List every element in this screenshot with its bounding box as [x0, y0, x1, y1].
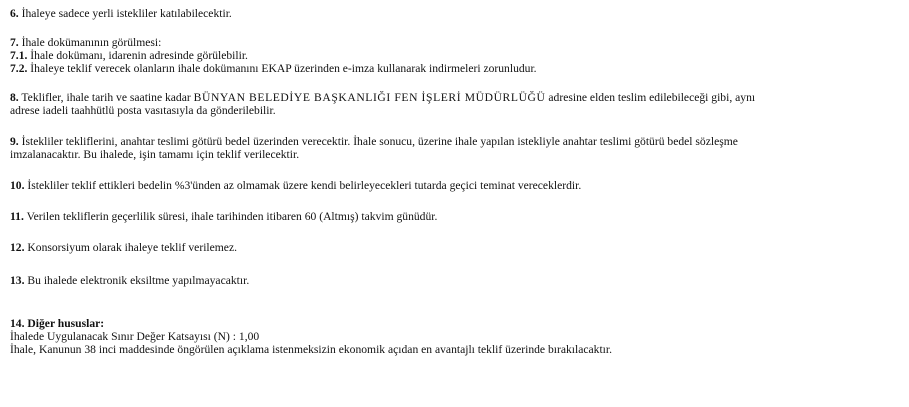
document-page	[10, 7, 902, 356]
clause-11-text: Verilen tekliflerin geçerlilik süresi, ihale tarihinden itibaren 60 (Altmış) takvim günüdür.	[26, 210, 438, 223]
clause-14	[10, 317, 902, 356]
clause-8-text-pre: Teklifler, ihale tarih ve saatine kadar	[21, 91, 194, 104]
clause-12	[10, 241, 902, 254]
clause-14-number: 14.	[10, 317, 25, 330]
clause-10	[10, 179, 902, 192]
clause-9-line-2: imzalanacaktır. Bu ihalede, işin tamamı için teklif verilecektir.	[10, 148, 300, 161]
clause-7-2-number: 7.2.	[10, 62, 28, 75]
clause-13	[10, 274, 902, 287]
clause-7-1-number: 7.1.	[10, 49, 28, 62]
clause-6	[10, 7, 902, 20]
clause-14-line-1: İhalede Uygulanacak Sınır Değer Katsayısı (N) : 1,00	[10, 330, 260, 343]
clause-6-number: 6.	[10, 7, 19, 20]
clause-8-text-post: adresine elden teslim edilebileceği gibi, aynı	[545, 91, 756, 104]
clause-7-number: 7.	[10, 36, 19, 49]
clause-9-line-1: İstekliler tekliflerini, anahtar teslimi götürü bedel üzerinden verecektir. İhale sonucu, üzerine ihale yapılan istekliyle anahtar teslimi götürü bedel sözleşme	[21, 135, 738, 148]
clause-10-text: İstekliler teklif ettikleri bedelin %3'ünden az olmamak üzere kendi belirleyecekleri tutarda geçici teminat vereceklerdir.	[27, 179, 582, 192]
clause-8-line-2: adrese iadeli taahhütlü posta vasıtasıyla da gönderilebilir.	[10, 104, 276, 117]
clause-9	[10, 135, 902, 161]
clause-11-number: 11.	[10, 210, 24, 223]
clause-7-2-text: İhaleye teklif verecek olanların ihale dokümanını EKAP üzerinden e-imza kullanarak indirmeleri zorunludur.	[30, 62, 537, 75]
clause-8-number: 8.	[10, 91, 19, 104]
clause-12-number: 12.	[10, 241, 25, 254]
clause-10-number: 10.	[10, 179, 25, 192]
clause-8	[10, 91, 902, 117]
clause-7-title: İhale dokümanının görülmesi:	[21, 36, 162, 49]
clause-11	[10, 210, 902, 223]
clause-14-title: Diğer hususlar:	[27, 317, 105, 330]
clause-7	[10, 36, 902, 75]
clause-12-text: Konsorsiyum olarak ihaleye teklif verilemez.	[27, 241, 237, 254]
clause-9-number: 9.	[10, 135, 19, 148]
clause-7-1-text: İhale dokümanı, idarenin adresinde görülebilir.	[30, 49, 248, 62]
clause-6-text: İhaleye sadece yerli istekliler katılabilecektir.	[21, 7, 232, 20]
clause-14-line-2: İhale, Kanunun 38 inci maddesinde öngörülen açıklama istenmeksizin ekonomik açıdan en avantajlı teklif üzerinde bırakılacaktır.	[10, 343, 613, 356]
clause-8-office-name: BÜNYAN BELEDİYE BAŞKANLIĞI FEN İŞLERİ MÜDÜRLÜĞÜ	[193, 91, 546, 104]
clause-13-number: 13.	[10, 274, 25, 287]
clause-13-text: Bu ihalede elektronik eksiltme yapılmayacaktır.	[27, 274, 250, 287]
